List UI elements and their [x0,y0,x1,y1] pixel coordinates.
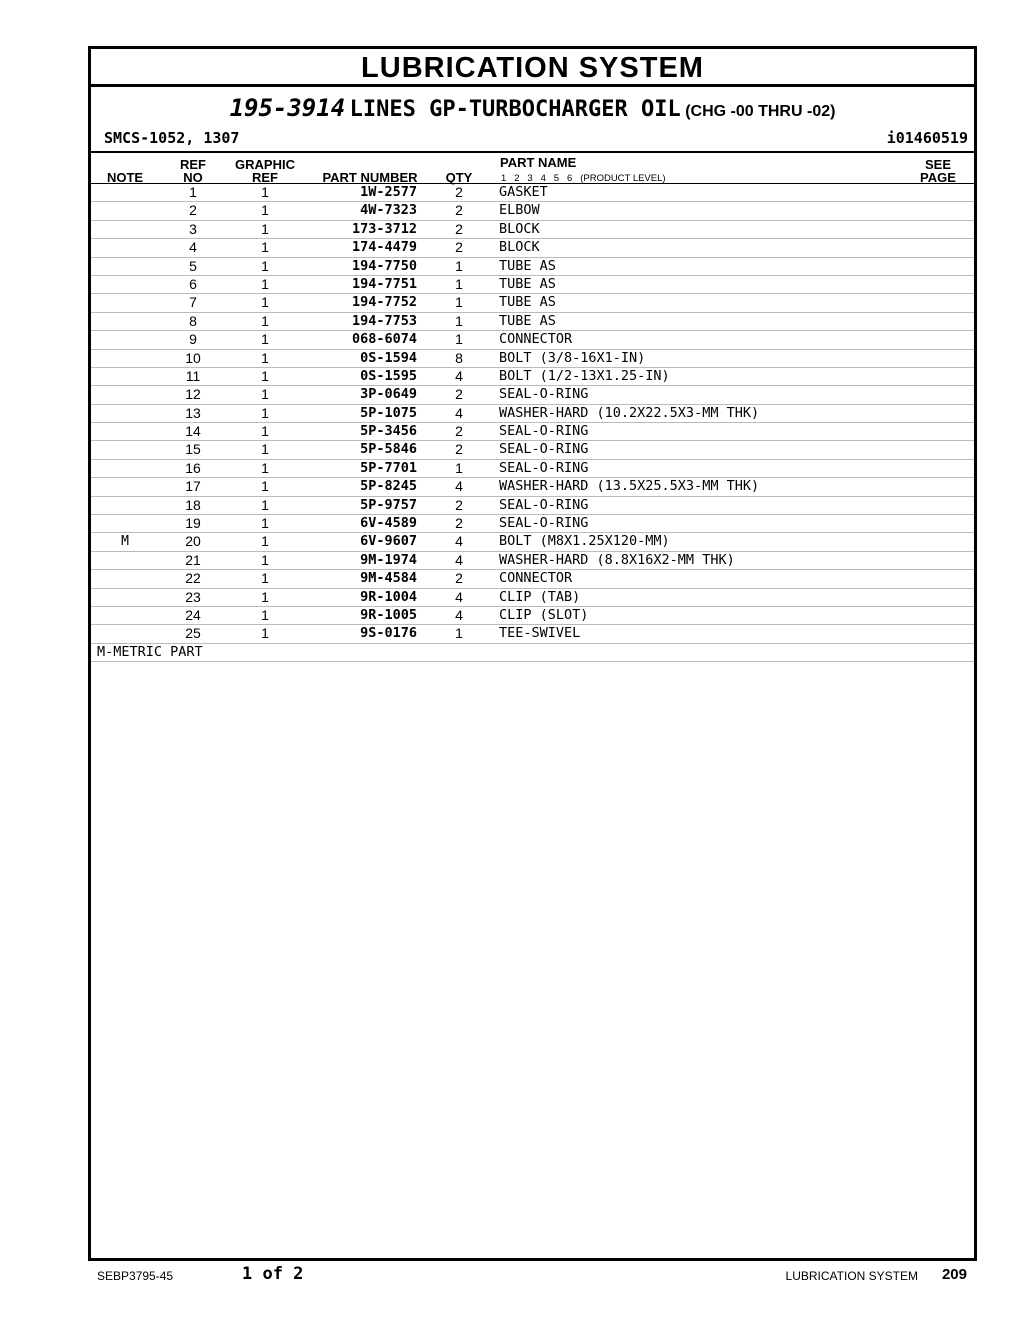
ref-no-cell: 16 [185,459,201,476]
qty-cell: 1 [455,625,463,642]
ref-no-cell: 6 [189,275,197,292]
part-name-cell: CLIP (TAB) [499,588,581,605]
header-see-bottom: PAGE [920,170,956,185]
ref-no-cell: 14 [185,423,201,440]
page-frame [88,46,977,1261]
table-row [91,405,974,423]
table-row [91,478,974,496]
part-name-cell: GASKET [499,184,548,200]
header-product-levels: 1 2 3 4 5 6 (PRODUCT LEVEL) [501,173,666,184]
smcs-codes: SMCS-1052, 1307 [104,129,240,147]
header-part-number: PART NUMBER [322,170,418,185]
part-number-cell: 6V-9607 [360,533,417,550]
ref-no-cell: 23 [185,588,201,605]
table-row [91,570,974,588]
table-row [91,589,974,607]
header-ref-bottom: NO [183,170,203,185]
graphic-ref-cell: 1 [261,257,269,274]
table-row [91,533,974,551]
qty-cell: 1 [455,275,463,292]
group-heading [91,93,974,123]
part-name-cell: CONNECTOR [499,331,573,348]
qty-cell: 4 [455,478,463,495]
doc-number: SEBP3795-45 [97,1269,174,1283]
graphic-ref-cell: 1 [261,496,269,513]
part-name-cell: BOLT (M8X1.25X120-MM) [499,533,670,550]
table-row [91,202,974,220]
qty-cell: 4 [455,404,463,421]
graphic-ref-cell: 1 [261,606,269,623]
graphic-ref-cell: 1 [261,478,269,495]
part-name-cell: TUBE AS [499,312,556,329]
part-name-cell: WASHER-HARD (13.5X25.5X3-MM THK) [499,478,760,495]
part-name-cell: SEAL-O-RING [499,515,589,532]
part-name-cell: CLIP (SLOT) [499,606,589,623]
graphic-ref-cell: 1 [261,404,269,421]
part-number-cell: 1W-2577 [360,184,417,200]
metric-footnote: M-METRIC PART [97,643,203,660]
ref-no-cell: 7 [189,294,197,311]
table-row [91,552,974,570]
graphic-ref-cell: 1 [261,551,269,568]
table-row [91,331,974,349]
qty-cell: 4 [455,588,463,605]
table-row [91,350,974,368]
ref-no-cell: 8 [189,312,197,329]
ref-no-cell: 12 [185,386,201,403]
ref-no-cell: 19 [185,515,201,532]
qty-cell: 4 [455,367,463,384]
part-name-cell: SEAL-O-RING [499,459,589,476]
part-number-cell: 5P-9757 [360,496,417,513]
title-divider [91,84,974,87]
graphic-ref-cell: 1 [261,588,269,605]
qty-cell: 1 [455,294,463,311]
ref-no-cell: 17 [185,478,201,495]
graphic-ref-cell: 1 [261,515,269,532]
serial-range: (CHG -00 THRU -02) [685,103,836,120]
graphic-ref-cell: 1 [261,239,269,256]
ref-no-cell: 10 [185,349,201,366]
table-row [91,221,974,239]
qty-cell: 2 [455,515,463,532]
table-row [91,386,974,404]
ref-no-cell: 4 [189,239,197,256]
part-number-cell: 194-7750 [351,257,417,274]
page-number: 209 [941,1266,967,1283]
qty-cell: 2 [455,386,463,403]
qty-cell: 2 [455,239,463,256]
footnote-row [91,644,974,662]
graphic-ref-cell: 1 [261,625,269,642]
ref-no-cell: 18 [185,496,201,513]
part-name-cell: BLOCK [499,220,540,237]
table-row [91,497,974,515]
part-name-cell: SEAL-O-RING [499,496,589,513]
qty-cell: 1 [455,312,463,329]
note-cell: M [121,534,129,550]
ref-no-cell: 22 [185,570,201,587]
graphic-ref-cell: 1 [261,202,269,219]
group-name: LINES GP-TURBOCHARGER OIL [349,97,681,122]
header-graphic-top: GRAPHIC [235,157,295,172]
ref-no-cell: 20 [185,533,201,550]
part-name-cell: CONNECTOR [499,570,573,587]
graphic-ref-cell: 1 [261,570,269,587]
table-row [91,294,974,312]
table-row [91,313,974,331]
graphic-ref-cell: 1 [261,275,269,292]
part-name-cell: TUBE AS [499,275,556,292]
graphic-ref-cell: 1 [261,423,269,440]
part-name-cell: TUBE AS [499,294,556,311]
table-row [91,460,974,478]
part-number-cell: 068-6074 [351,331,417,348]
qty-cell: 2 [455,423,463,440]
table-row [91,276,974,294]
part-name-cell: TEE-SWIVEL [499,625,581,642]
part-number-cell: 6V-4589 [360,515,417,532]
qty-cell: 1 [455,459,463,476]
part-number-cell: 194-7753 [351,312,417,329]
qty-cell: 2 [455,184,463,200]
table-row [91,184,974,202]
qty-cell: 4 [455,533,463,550]
graphic-ref-cell: 1 [261,367,269,384]
ref-no-cell: 5 [189,257,197,274]
part-name-cell: SEAL-O-RING [499,441,589,458]
header-qty: QTY [445,170,473,185]
part-number-cell: 9R-1004 [360,588,417,605]
qty-cell: 2 [455,220,463,237]
part-name-cell: SEAL-O-RING [499,386,589,403]
part-number-cell: 3P-0649 [360,386,417,403]
header-graphic-bottom: REF [252,170,278,185]
part-name-cell: ELBOW [499,202,540,219]
ref-no-cell: 21 [185,551,201,568]
group-number: 195-3914 [229,94,346,122]
part-number-cell: 4W-7323 [360,202,417,219]
ref-no-cell: 15 [185,441,201,458]
table-row [91,441,974,459]
header-divider [91,151,974,153]
graphic-ref-cell: 1 [261,220,269,237]
ref-no-cell: 25 [185,625,201,642]
part-number-cell: 194-7751 [351,275,417,292]
table-row [91,625,974,643]
table-row [91,423,974,441]
part-number-cell: 5P-8245 [360,478,417,495]
qty-cell: 8 [455,349,463,366]
part-name-cell: BLOCK [499,239,540,256]
table-row [91,258,974,276]
qty-cell: 2 [455,570,463,587]
footer-section: LUBRICATION SYSTEM [785,1269,918,1283]
ref-no-cell: 3 [189,220,197,237]
graphic-ref-cell: 1 [261,349,269,366]
part-number-cell: 0S-1595 [360,367,417,384]
part-number-cell: 5P-1075 [360,404,417,421]
part-number-cell: 9M-4584 [360,570,417,587]
graphic-ref-cell: 1 [261,184,269,200]
qty-cell: 2 [455,202,463,219]
graphic-ref-cell: 1 [261,441,269,458]
table-row [91,368,974,386]
section-title: LUBRICATION SYSTEM [361,52,704,84]
graphic-ref-cell: 1 [261,331,269,348]
ref-no-cell: 1 [189,184,197,200]
parts-table [91,184,974,662]
page-of: 1 of 2 [242,1264,304,1284]
qty-cell: 1 [455,257,463,274]
table-row [91,607,974,625]
ref-no-cell: 2 [189,202,197,219]
header-ref-top: REF [180,157,206,172]
part-number-cell: 0S-1594 [360,349,417,366]
qty-cell: 4 [455,606,463,623]
part-name-cell: BOLT (1/2-13X1.25-IN) [499,367,670,384]
part-name-cell: BOLT (3/8-16X1-IN) [499,349,646,366]
part-name-cell: TUBE AS [499,257,556,274]
part-number-cell: 5P-3456 [360,423,417,440]
header-note: NOTE [106,170,144,185]
graphic-ref-cell: 1 [261,294,269,311]
illustration-id: i01460519 [886,129,968,147]
part-number-cell: 5P-7701 [360,459,417,476]
part-number-cell: 9R-1005 [360,606,417,623]
ref-no-cell: 9 [189,331,197,348]
part-name-cell: WASHER-HARD (8.8X16X2-MM THK) [499,551,735,568]
part-number-cell: 173-3712 [351,220,417,237]
qty-cell: 4 [455,551,463,568]
graphic-ref-cell: 1 [261,312,269,329]
table-row [91,239,974,257]
part-number-cell: 9S-0176 [360,625,417,642]
qty-cell: 2 [455,496,463,513]
graphic-ref-cell: 1 [261,533,269,550]
ref-no-cell: 13 [185,404,201,421]
part-name-cell: SEAL-O-RING [499,423,589,440]
ref-no-cell: 11 [185,367,201,384]
part-number-cell: 5P-5846 [360,441,417,458]
header-part-name: PART NAME [500,155,577,170]
part-number-cell: 9M-1974 [360,551,417,568]
qty-cell: 1 [455,331,463,348]
table-row [91,515,974,533]
graphic-ref-cell: 1 [261,459,269,476]
header-see-top: SEE [924,157,951,172]
part-name-cell: WASHER-HARD (10.2X22.5X3-MM THK) [499,404,760,421]
part-number-cell: 174-4479 [351,239,417,256]
qty-cell: 2 [455,441,463,458]
part-number-cell: 194-7752 [351,294,417,311]
ref-no-cell: 24 [185,606,201,623]
graphic-ref-cell: 1 [261,386,269,403]
